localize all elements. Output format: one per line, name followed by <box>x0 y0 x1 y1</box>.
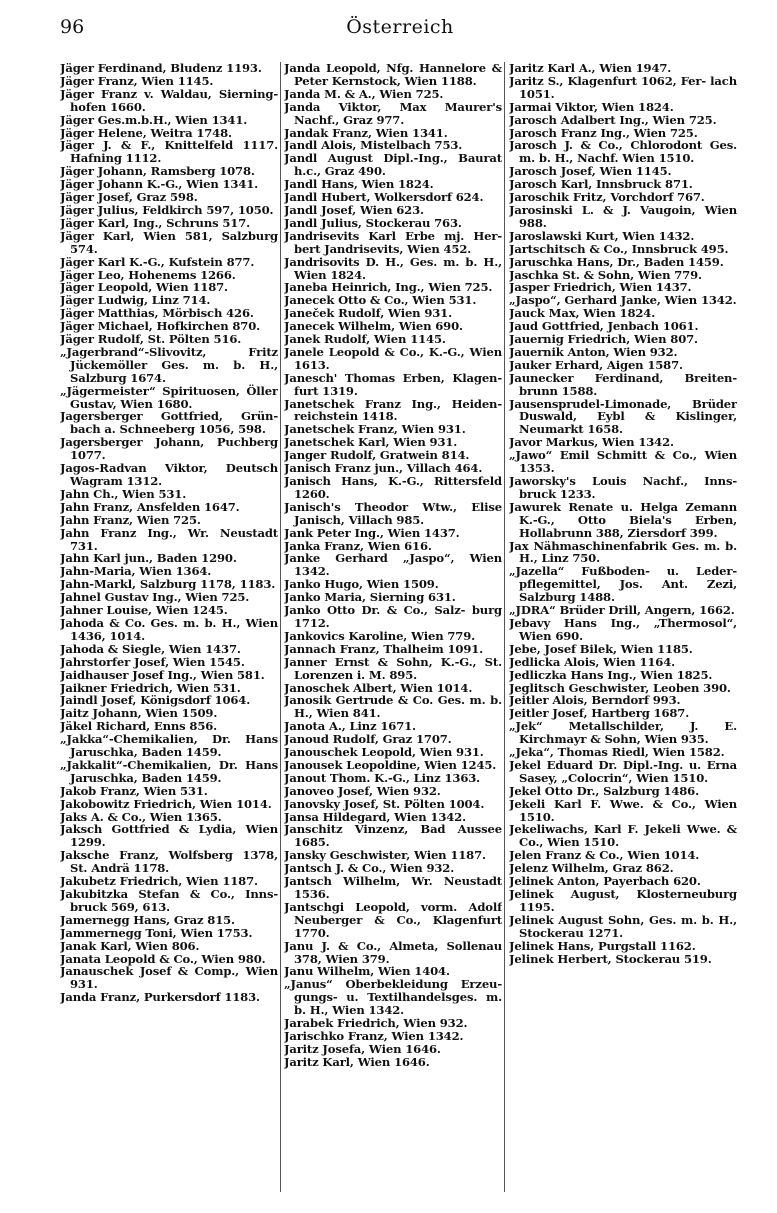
directory-entry: Jeitler Josef, Hartberg 1687. <box>509 706 690 721</box>
directory-entry: Jax Nähmaschinenfabrik Ges. m. b. H., Linz 750. <box>509 538 737 566</box>
directory-entry: Jank Peter Ing., Wien 1437. <box>284 525 460 540</box>
directory-entry: Jäger Josef, Graz 598. <box>60 190 198 205</box>
directory-entry: Janka Franz, Wien 616. <box>284 538 432 553</box>
directory-entry: Jarosch Franz Ing., Wien 725. <box>509 125 698 140</box>
directory-entry: Jahn-Markl, Salzburg 1178, 1183. <box>60 577 276 592</box>
directory-entry: Jahoda & Co. Ges. m. b. H., Wien 1436, 1014. <box>60 615 278 643</box>
directory-entry: Janda Franz, Purkersdorf 1183. <box>60 990 260 1005</box>
directory-entry: Janetschek Franz Ing., Heiden- reichstein 1418. <box>284 396 502 424</box>
directory-entry: Jagersberger Johann, Puchberg 1077. <box>60 435 278 463</box>
directory-entry: Jahoda & Siegle, Wien 1437. <box>60 641 241 656</box>
directory-entry: Jeitler Alois, Berndorf 993. <box>509 693 681 708</box>
directory-entry: Jakobowitz Friedrich, Wien 1014. <box>60 796 272 811</box>
directory-entry: Jaworsky's Louis Nachf., Inns- bruck 1233. <box>509 474 737 501</box>
directory-entry: Janisch Hans, K.-G., Rittersfeld 1260. <box>284 474 502 501</box>
directory-entry: Jedlicka Alois, Wien 1164. <box>509 654 676 669</box>
page-number: 96 <box>60 16 85 38</box>
directory-entry: Jaindl Josef, Königsdorf 1064. <box>60 693 251 708</box>
directory-entry: „Jaspo“, Gerhard Janke, Wien 1342. <box>509 293 737 308</box>
directory-entry: Jantsch J. & Co., Wien 932. <box>284 861 455 876</box>
directory-entry: Jahner Louise, Wien 1245. <box>60 603 228 618</box>
directory-entry: Jawurek Renate u. Helga Zemann K.-G., Otto Biela's Erben, Hollabrunn 388, Ziersdorf 399. <box>509 499 737 540</box>
directory-entry: Jasper Friedrich, Wien 1437. <box>509 280 692 295</box>
column-left <box>60 62 278 1202</box>
directory-entry: Jaikner Friedrich, Wien 531. <box>60 680 241 695</box>
directory-entry: Jagos-Radvan Viktor, Deutsch Wagram 1312. <box>60 461 278 488</box>
directory-entry: Jaksch Gottfried & Lydia, Wien 1299. <box>60 822 278 850</box>
directory-entry: Jahn Franz Ing., Wr. Neustadt 731. <box>60 525 278 553</box>
directory-entry: Javor Markus, Wien 1342. <box>509 435 674 450</box>
directory-entry: Jakubitzka Stefan & Co., Inns- bruck 569, 613. <box>60 887 278 914</box>
directory-entry: Jaunecker Ferdinand, Breiten- brunn 1588. <box>509 370 737 398</box>
directory-entry: Jäger Karl K.-G., Kufstein 877. <box>60 254 255 269</box>
directory-entry: Jandrisovits D. H., Ges. m. b. H., Wien 1824. <box>284 254 502 282</box>
directory-entry: Jarabek Friedrich, Wien 932. <box>284 1016 468 1031</box>
directory-entry: Jantsch Wilhelm, Wr. Neustadt 1536. <box>284 874 502 901</box>
directory-entry: „Jawo“ Emil Schmitt & Co., Wien 1353. <box>509 448 737 476</box>
directory-entry: Jekel Eduard Dr. Dipl.-Ing. u. Erna Sasey, „Colocrin“, Wien 1510. <box>509 757 737 785</box>
directory-entry: Jäger Franz, Wien 1145. <box>60 73 214 88</box>
directory-entry: Janke Gerhard „Jaspo“, Wien 1342. <box>284 551 502 579</box>
directory-entry: Jelinek August, Klosterneuburg 1195. <box>509 887 737 914</box>
directory-entry: Jäger Johann, Ramsberg 1078. <box>60 164 255 179</box>
directory-entry: Jaritz Karl, Wien 1646. <box>284 1054 430 1069</box>
directory-entry: Jandl Hans, Wien 1824. <box>284 177 434 192</box>
directory-entry: Jäger J. & F., Knittelfeld 1117. Hafning 1112. <box>60 138 278 166</box>
directory-entry: „Jek“ Metallschilder, J. E. Kirchmayr & Sohn, Wien 935. <box>509 719 737 747</box>
directory-entry: Jausensprudel-Limonade, Brüder Duswald, Eybl & Kislinger, Neumarkt 1658. <box>509 396 737 437</box>
directory-entry: Janak Karl, Wien 806. <box>60 938 200 953</box>
directory-entry: Jelinek Herbert, Stockerau 519. <box>509 951 712 966</box>
directory-entry: Jarischko Franz, Wien 1342. <box>284 1028 464 1043</box>
running-title: Österreich <box>346 16 454 38</box>
directory-entry: Janisch Franz jun., Villach 464. <box>284 461 483 476</box>
directory-entry: Jebe, Josef Bilek, Wien 1185. <box>509 641 693 656</box>
directory-entry: Jekel Otto Dr., Salzburg 1486. <box>509 783 699 798</box>
directory-entry: Janger Rudolf, Gratwein 814. <box>284 448 470 463</box>
directory-entry: Jaitz Johann, Wien 1509. <box>60 706 218 721</box>
directory-entry: Jandrisevits Karl Erbe mj. Her- bert Jandrisevits, Wien 452. <box>284 228 502 256</box>
directory-entry: Jeglitsch Geschwister, Leoben 390. <box>509 680 731 695</box>
directory-entry: Janisch's Theodor Wtw., Elise Janisch, Villach 985. <box>284 499 502 527</box>
directory-entry: Jandl August Dipl.-Ing., Baurat h.c., Graz 490. <box>284 151 502 179</box>
directory-entry: Jäger Matthias, Mörbisch 426. <box>60 306 254 321</box>
directory-entry: Jahn Franz, Wien 725. <box>60 512 201 527</box>
directory-entry: Jäger Ludwig, Linz 714. <box>60 293 211 308</box>
directory-entry: Jagersberger Gottfried, Grün- bach a. Schneeberg 1056, 598. <box>60 409 278 437</box>
directory-entry: Jakubetz Friedrich, Wien 1187. <box>60 874 258 889</box>
directory-entry: Jaritz Josefa, Wien 1646. <box>284 1041 441 1056</box>
directory-entry: Janko Maria, Sierning 631. <box>284 590 456 605</box>
directory-entry: Jaritz Karl A., Wien 1947. <box>509 62 672 75</box>
directory-columns <box>60 62 742 1202</box>
directory-entry: Janschitz Vinzenz, Bad Aussee 1685. <box>284 822 502 850</box>
directory-entry: Jäger Helene, Weitra 1748. <box>60 125 232 140</box>
directory-entry: Jarosch Karl, Innsbruck 871. <box>509 177 693 192</box>
directory-entry: Jaritz S., Klagenfurt 1062, Fer- lach 1051. <box>509 73 737 101</box>
directory-entry: Jelinek Hans, Purgstall 1162. <box>509 938 696 953</box>
directory-entry: Janu J. & Co., Almeta, Sollenau 378, Wien 379. <box>284 938 502 966</box>
directory-entry: Jarosch J. & Co., Chlorodont Ges. m. b. H., Nachf. Wien 1510. <box>509 138 737 166</box>
directory-entry: Jäger Julius, Feldkirch 597, 1050. <box>60 202 274 217</box>
directory-entry: Jäger Karl, Ing., Schruns 517. <box>60 215 250 230</box>
directory-entry: Jamernegg Hans, Graz 815. <box>60 912 235 927</box>
directory-entry: Janda M. & A., Wien 725. <box>284 86 444 101</box>
directory-entry: Jaschka St. & Sohn, Wien 779. <box>509 267 702 282</box>
directory-entry: Jahn Ch., Wien 531. <box>60 486 187 501</box>
directory-entry: Janauschek Josef & Comp., Wien 931. <box>60 964 278 992</box>
directory-entry: Jandl Hubert, Wolkersdorf 624. <box>284 190 484 205</box>
directory-entry: Jankovics Karoline, Wien 779. <box>284 628 476 643</box>
directory-entry: Jammernegg Toni, Wien 1753. <box>60 925 253 940</box>
directory-entry: Jebavy Hans Ing., „Thermosol“, Wien 690. <box>509 615 737 643</box>
directory-entry: Janouschek Leopold, Wien 931. <box>284 745 484 760</box>
directory-entry: Janko Hugo, Wien 1509. <box>284 577 439 592</box>
directory-entry: Jarosinski L. & J. Vaugoin, Wien 988. <box>509 202 737 230</box>
directory-entry: „Janus“ Oberbekleidung Erzeu- gungs- u. Textilhandelsges. m. b. H., Wien 1342. <box>284 977 502 1018</box>
directory-entry: Jandl Julius, Stockerau 763. <box>284 215 462 230</box>
page-header <box>60 16 740 46</box>
directory-entry: Jäger Ferdinand, Bludenz 1193. <box>60 62 262 75</box>
directory-entry: Janeba Heinrich, Ing., Wien 725. <box>284 280 493 295</box>
directory-entry: Jahn Franz, Ansfelden 1647. <box>60 499 240 514</box>
directory-entry: Janesch' Thomas Erben, Klagen- furt 1319. <box>284 370 502 398</box>
directory-entry: Jandl Josef, Wien 623. <box>284 202 424 217</box>
directory-entry: „Jakkalit“-Chemikalien, Dr. Hans Jaruschka, Baden 1459. <box>60 757 278 785</box>
directory-entry: Jäger Leo, Hohenems 1266. <box>60 267 236 282</box>
directory-entry: Jedliczka Hans Ing., Wien 1825. <box>509 667 713 682</box>
directory-entry: Jarosch Adalbert Ing., Wien 725. <box>509 112 717 127</box>
directory-entry: Jäger Ges.m.b.H., Wien 1341. <box>60 112 248 127</box>
directory-entry: Janecek Wilhelm, Wien 690. <box>284 319 463 334</box>
directory-entry: Jauker Erhard, Aigen 1587. <box>509 357 683 372</box>
directory-entry: Jakob Franz, Wien 531. <box>60 783 208 798</box>
directory-entry: Jauck Max, Wien 1824. <box>509 306 656 321</box>
directory-entry: Jäger Leopold, Wien 1187. <box>60 280 228 295</box>
directory-entry: Janda Viktor, Max Maurer's Nachf., Graz 977. <box>284 99 502 127</box>
directory-entry: Jauernik Anton, Wien 932. <box>509 344 678 359</box>
directory-entry: Janosik Gertrude & Co. Ges. m. b. H., Wien 841. <box>284 693 502 721</box>
column-divider <box>280 62 281 1192</box>
directory-entry: Janoveo Josef, Wien 932. <box>284 783 441 798</box>
directory-entry: Jandl Alois, Mistelbach 753. <box>284 138 463 153</box>
directory-entry: Jaidhauser Josef Ing., Wien 581. <box>60 667 265 682</box>
directory-entry: Janout Thom. K.-G., Linz 1363. <box>284 770 481 785</box>
directory-entry: „Jägermeister“ Spirituosen, Öller Gustav, Wien 1680. <box>60 383 278 411</box>
directory-entry: Jelenz Wilhelm, Graz 862. <box>509 861 674 876</box>
column-divider <box>504 62 505 1192</box>
directory-entry: Janko Otto Dr. & Co., Salz- burg 1712. <box>284 603 502 630</box>
directory-entry: Janata Leopold & Co., Wien 980. <box>60 951 266 966</box>
directory-entry: Jelinek Anton, Payerbach 620. <box>509 874 701 889</box>
directory-entry: Jaroslawski Kurt, Wien 1432. <box>509 228 695 243</box>
directory-entry: Jaruschka Hans, Dr., Baden 1459. <box>509 254 724 269</box>
directory-entry: Janetschek Franz, Wien 931. <box>284 422 466 437</box>
directory-entry: Jaksche Franz, Wolfsberg 1378, St. Andrä 1178. <box>60 848 278 876</box>
directory-entry: Jäger Johann K.-G., Wien 1341. <box>60 177 259 192</box>
directory-entry: Jansky Geschwister, Wien 1187. <box>284 848 486 863</box>
directory-entry: Jelen Franz & Co., Wien 1014. <box>509 848 700 863</box>
directory-entry: Jandak Franz, Wien 1341. <box>284 125 448 140</box>
directory-entry: Janner Ernst & Sohn, K.-G., St. Lorenzen i. M. 895. <box>284 654 502 682</box>
directory-entry: Jahn-Maria, Wien 1364. <box>60 564 212 579</box>
directory-entry: Jäger Rudolf, St. Pölten 516. <box>60 332 242 347</box>
directory-entry: Janoud Rudolf, Graz 1707. <box>284 732 452 747</box>
directory-entry: Jahn Karl jun., Baden 1290. <box>60 551 237 566</box>
directory-entry: Janecek Otto & Co., Wien 531. <box>284 293 477 308</box>
directory-entry: Jäger Franz v. Waldau, Sierning- hofen 1660. <box>60 86 278 114</box>
directory-entry: Jansa Hildegard, Wien 1342. <box>284 809 466 824</box>
directory-entry: Jarosch Josef, Wien 1145. <box>509 164 672 179</box>
directory-entry: „Jeka“, Thomas Riedl, Wien 1582. <box>509 745 725 760</box>
directory-entry: Janu Wilhelm, Wien 1404. <box>284 964 450 979</box>
directory-entry: Jantschgi Leopold, vorm. Adolf Neuberger & Co., Klagenfurt 1770. <box>284 899 502 940</box>
directory-entry: Jauernig Friedrich, Wien 807. <box>509 332 698 347</box>
directory-entry: Jekeliwachs, Karl F. Jekeli Wwe. & Co., Wien 1510. <box>509 822 737 850</box>
directory-entry: Janeček Rudolf, Wien 931. <box>284 306 452 321</box>
directory-entry: Jannach Franz, Thalheim 1091. <box>284 641 484 656</box>
directory-entry: Janovsky Josef, St. Pölten 1004. <box>284 796 485 811</box>
directory-entry: Jaks A. & Co., Wien 1365. <box>60 809 222 824</box>
directory-entry: Jaroschik Fritz, Vorchdorf 767. <box>509 190 705 205</box>
directory-entry: „JDRA“ Brüder Drill, Angern, 1662. <box>509 603 735 618</box>
directory-entry: Janda Leopold, Nfg. Hannelore & Peter Kernstock, Wien 1188. <box>284 62 502 88</box>
directory-entry: Janek Rudolf, Wien 1145. <box>284 332 446 347</box>
directory-entry: Jahnel Gustav Ing., Wien 725. <box>60 590 250 605</box>
directory-entry: Janoschek Albert, Wien 1014. <box>284 680 473 695</box>
directory-entry: „Jazella“ Fußboden- u. Leder- pflegemittel, Jos. Ant. Zezi, Salzburg 1488. <box>509 564 737 605</box>
column-middle <box>284 62 502 1202</box>
directory-entry: Jäger Karl, Wien 581, Salzburg 574. <box>60 228 278 256</box>
directory-entry: Janota A., Linz 1671. <box>284 719 416 734</box>
directory-entry: Jekeli Karl F. Wwe. & Co., Wien 1510. <box>509 796 737 824</box>
directory-entry: „Jakka“-Chemikalien, Dr. Hans Jaruschka, Baden 1459. <box>60 732 278 760</box>
directory-entry: Jartschitsch & Co., Innsbruck 495. <box>509 241 729 256</box>
directory-entry: „Jagerbrand“-Slivovitz, Fritz Jückemöller Ges. m. b. H., Salzburg 1674. <box>60 344 278 385</box>
directory-entry: Jäkel Richard, Enns 856. <box>60 719 218 734</box>
directory-entry: Janousek Leopoldine, Wien 1245. <box>284 757 497 772</box>
column-right <box>509 62 737 1202</box>
directory-entry: Janetschek Karl, Wien 931. <box>284 435 458 450</box>
directory-entry: Jahrstorfer Josef, Wien 1545. <box>60 654 245 669</box>
directory-entry: Jäger Michael, Hofkirchen 870. <box>60 319 261 334</box>
directory-entry: Jelinek August Sohn, Ges. m. b. H., Stockerau 1271. <box>509 912 737 940</box>
directory-entry: Jarmai Viktor, Wien 1824. <box>509 99 674 114</box>
directory-entry: Jaud Gottfried, Jenbach 1061. <box>509 319 699 334</box>
directory-entry: Janele Leopold & Co., K.-G., Wien 1613. <box>284 344 502 372</box>
